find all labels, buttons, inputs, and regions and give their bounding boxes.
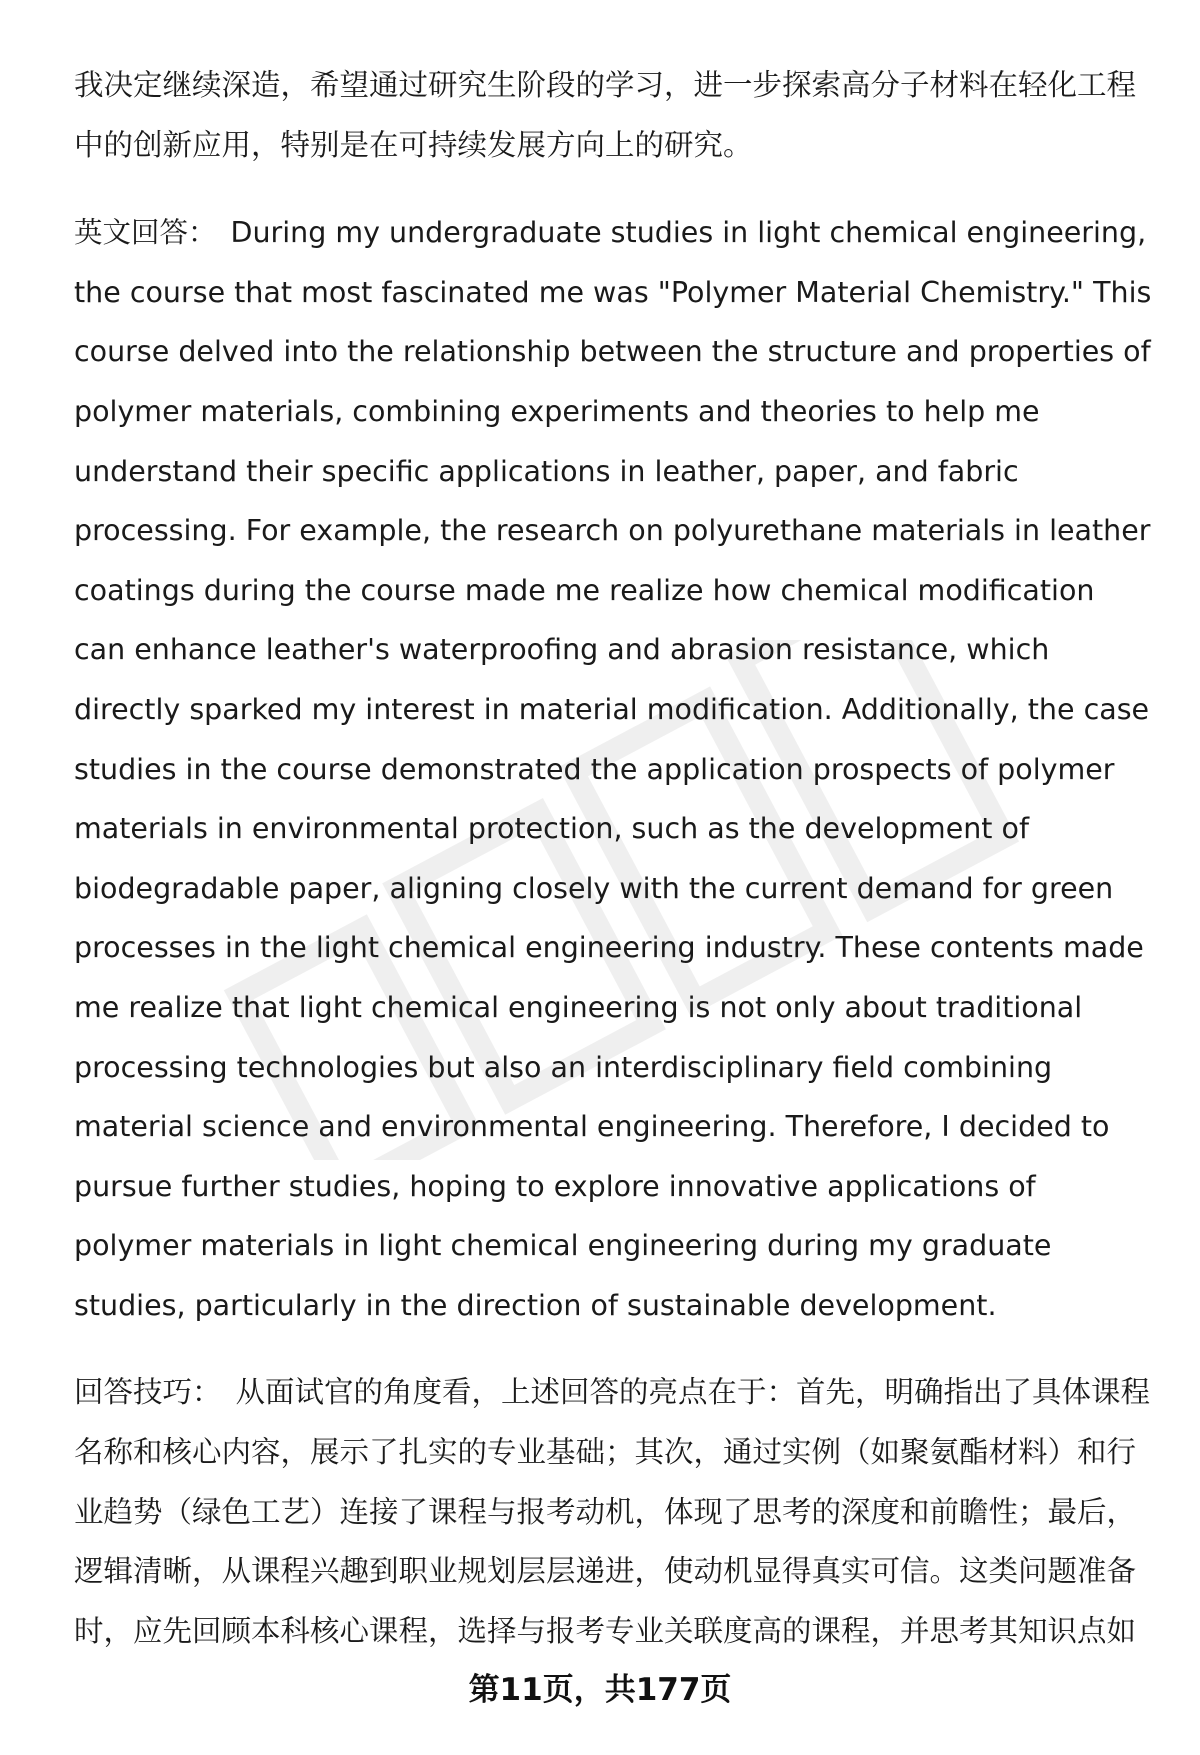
paragraph-text: 我决定继续深造，希望通过研究生阶段的学习，进一步探索高分子材料在轻化工程中的创新应用，特别是在可持续发展方向上的研究。 <box>74 68 1137 162</box>
document-body <box>74 56 1154 1689</box>
paragraph-text: 从面试官的角度看，上述回答的亮点在于：首先，明确指出了具体课程名称和核心内容，展示了扎实的专业基础；其次，通过实例（如聚氨酯材料）和行业趋势（绿色工艺）连接了课程与报考动机，体现了思考的深度和前瞻性；最后，逻辑清晰，从课程兴趣到职业规划层层递进，使动机显得真实可信。这类问题准备时，应先回顾本科核心课程，选择与报考专业关联度高的课程，并思考其知识点如 <box>74 1375 1151 1648</box>
paragraph-english-answer <box>74 203 1154 1335</box>
english-answer-label: 英文回答： <box>74 216 217 250</box>
answer-tips-label: 回答技巧： <box>74 1375 222 1410</box>
paragraph-conclusion <box>74 56 1154 175</box>
page-number-footer: 第11页，共177页 <box>468 1672 732 1708</box>
paragraph-answer-tips <box>74 1363 1154 1661</box>
paragraph-text: During my undergraduate studies in light chemical engineering, the course that most fascinated me was "Polymer Material Chemistry." This course delved into the relationship between the structure and properties of polymer materials, combining experiments and theories to help me understand their specific applications in leather, paper, and fabric processing. For example, the research on polyurethane materials in leather coatings during the course made me realize how chemical modification can enhance leather's waterproofing and abrasion resistance, which directly sparked my interest in material modification. Additionally, the case studies in the course demonstrated the application prospects of polymer materials in environmental protection, such as the development of biodegradable paper, aligning closely with the current demand for green processes in the light chemical engineering industry. These contents made me realize that light chemical engineering is not only about traditional processing technologies but also an interdisciplinary field combining material science and environmental engineering. Therefore, I decided to pursue further studies, hoping to explore innovative applications of polymer materials in light chemical engineering during my graduate studies, particularly in the direction of sustainable development. <box>74 216 1152 1322</box>
